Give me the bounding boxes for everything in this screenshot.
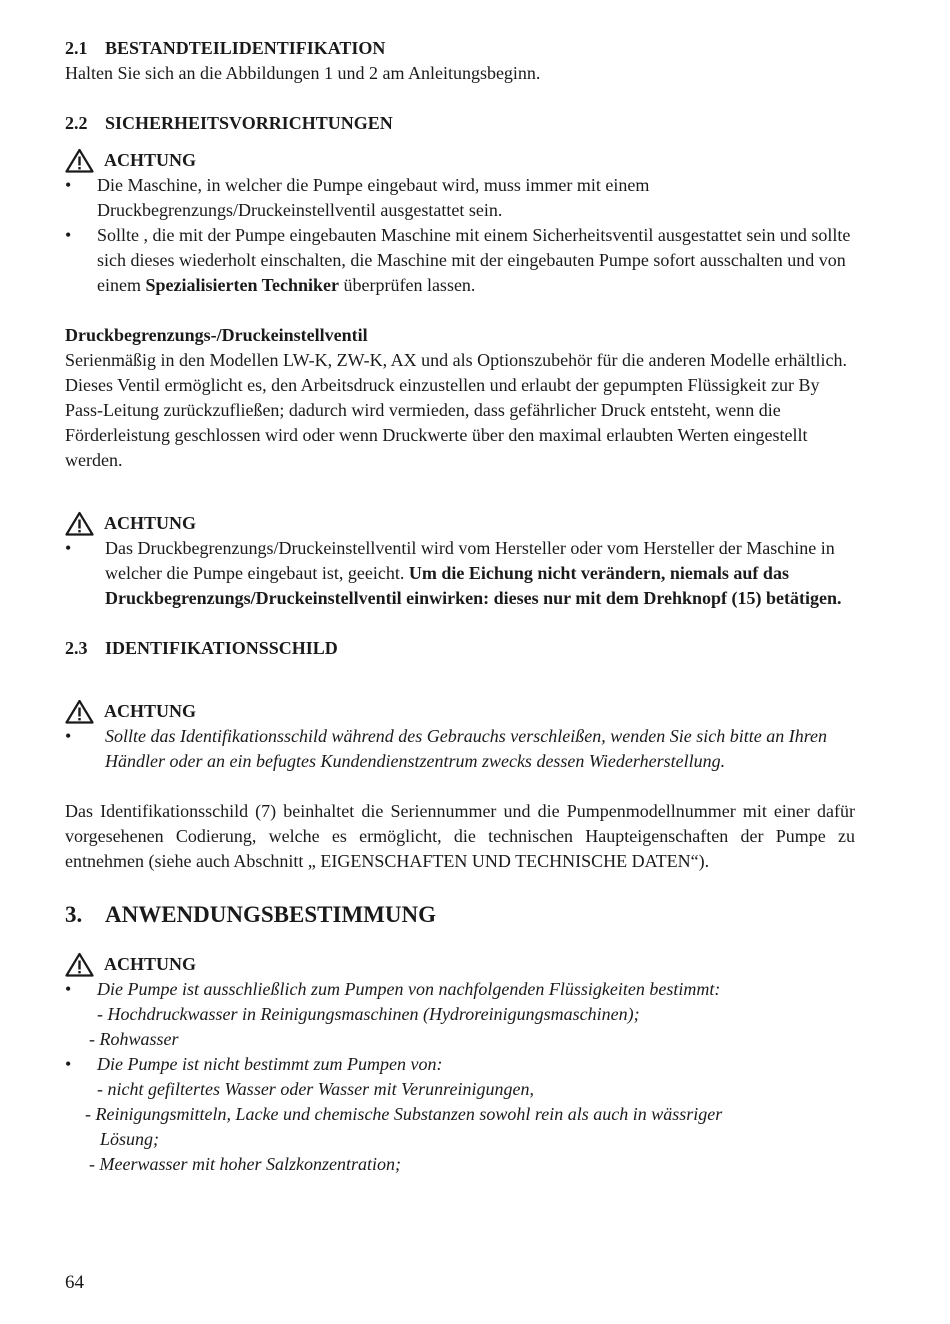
warning-heading (65, 148, 855, 173)
text-run: Das Druckbegrenzungs/Druckeinstellventil wird vom Hersteller oder vom Hersteller der Maschine in welcher die Pumpe eingebaut ist, geeicht. (105, 538, 835, 583)
section-2-1-heading (65, 36, 855, 61)
list-item-text (97, 223, 855, 298)
sub-item: - Meerwasser mit hoher Salzkonzentration; (89, 1154, 401, 1174)
bullet-glyph: • (65, 1054, 72, 1074)
bullet-glyph: • (65, 726, 72, 746)
list-item (65, 977, 855, 1002)
section-2-3-heading (65, 636, 855, 661)
list-item (65, 724, 855, 774)
list-item-text: Die Pumpe ist nicht bestimmt zum Pumpen von: (97, 1054, 443, 1074)
text-run: Sollte , die mit der Pumpe eingebauten Maschine mit einem Sicherheitsventil ausgestattet sein und sollte sich dieses wiederholt einschalten, die Maschine mit der eingebauten Pumpe sofort ausschalten und von einem (97, 225, 851, 295)
warning-heading (65, 511, 855, 536)
valve-paragraph-2: Dieses Ventil ermöglicht es, den Arbeitsdruck einzustellen und erlaubt der gepumpten Flüssigkeit zur By Pass-Leitung zurückzufließen; dadurch wird vermieden, dass gefährlicher Druck entsteht, wenn die Förderleistung geschlossen wird oder wenn Druckwerte über den maximal erlaubten Werten eingestellt werden. (65, 375, 820, 470)
warning-heading (65, 952, 855, 977)
warning-label: ACHTUNG (104, 954, 197, 974)
list-item (65, 536, 855, 611)
bullet-glyph: • (65, 225, 72, 245)
sub-item: - Rohwasser (89, 1029, 179, 1049)
warning-icon (65, 148, 94, 173)
sub-item: - Hochdruckwasser in Reinigungsmaschinen (Hydroreinigungsmaschinen); (97, 1004, 640, 1024)
sub-item: - Reinigungsmitteln, Lacke und chemische Substanzen sowohl rein als auch in wässriger (85, 1104, 723, 1124)
warning-heading (65, 699, 855, 724)
list-item-text (105, 536, 855, 611)
section-number: 2.1 (65, 38, 88, 58)
section-title: IDENTIFIKATIONSSCHILD (105, 638, 338, 658)
list-item-text: Die Maschine, in welcher die Pumpe eingebaut wird, muss immer mit einem Druckbegrenzungs/Druckeinstellventil ausgestattet sein. (97, 175, 650, 220)
bullet-glyph: • (65, 175, 72, 195)
warning-label: ACHTUNG (104, 701, 197, 721)
bullet-glyph: • (65, 979, 72, 999)
list-item-text: Die Pumpe ist ausschließlich zum Pumpen von nachfolgenden Flüssigkeiten bestimmt: (97, 979, 721, 999)
sub-item-continuation: Lösung; (100, 1129, 160, 1149)
section-number: 2.2 (65, 113, 88, 133)
section-number: 3. (65, 902, 83, 927)
section-title: BESTANDTEILIDENTIFIKATION (105, 38, 386, 58)
section-2-2-heading (65, 111, 855, 136)
list-item-text: Sollte das Identifikationsschild während des Gebrauchs verschleißen, wenden Sie sich bitte an Ihren Händler oder an ein befugtes Kundendienstzentrum zwecks dessen Wiederherstellung. (105, 726, 828, 771)
valve-paragraph-1: Serienmäßig in den Modellen LW-K, ZW-K, AX und als Optionszubehör für die anderen Modelle erhältlich. (65, 350, 847, 370)
valve-heading: Druckbegrenzungs-/Druckeinstellventil (65, 325, 368, 345)
bold-text: Um die Eichung nicht verändern, niemals auf das Druckbegrenzungs/Druckeinstellventil einwirken: dieses nur mit dem Drehknopf (15) betätigen. (105, 563, 842, 608)
page-number: 64 (65, 1272, 84, 1293)
section-title: SICHERHEITSVORRICHTUNGEN (105, 113, 393, 133)
warning-icon (65, 699, 94, 724)
warning-label: ACHTUNG (104, 513, 197, 533)
warning-label: ACHTUNG (104, 150, 197, 170)
manual-page (65, 36, 855, 1177)
section-number: 2.3 (65, 638, 88, 658)
list-item (65, 173, 855, 223)
list-item (65, 1052, 855, 1077)
sub-item: - nicht gefiltertes Wasser oder Wasser mit Verunreinigungen, (97, 1079, 534, 1099)
section-title: ANWENDUNGSBESTIMMUNG (105, 902, 436, 927)
text-run: überprüfen lassen. (338, 275, 476, 295)
section-3-heading (65, 900, 855, 930)
list-item (65, 223, 855, 298)
identification-paragraph: Das Identifikationsschild (7) beinhaltet die Seriennummer und die Pumpenmodellnummer mit einer dafür vorgesehenen Codierung, welche es ermöglicht, die technischen Haupteigenschaften der Pumpe zu entnehmen (siehe auch Abschnitt „ EIGENSCHAFTEN UND TECHNISCHE DATEN“). (65, 801, 855, 871)
warning-icon (65, 511, 94, 536)
bold-text: Spezialisierten Techniker (145, 275, 339, 295)
warning-icon (65, 952, 94, 977)
section-2-1-text: Halten Sie sich an die Abbildungen 1 und 2 am Anleitungsbeginn. (65, 63, 541, 83)
bullet-glyph: • (65, 538, 72, 558)
